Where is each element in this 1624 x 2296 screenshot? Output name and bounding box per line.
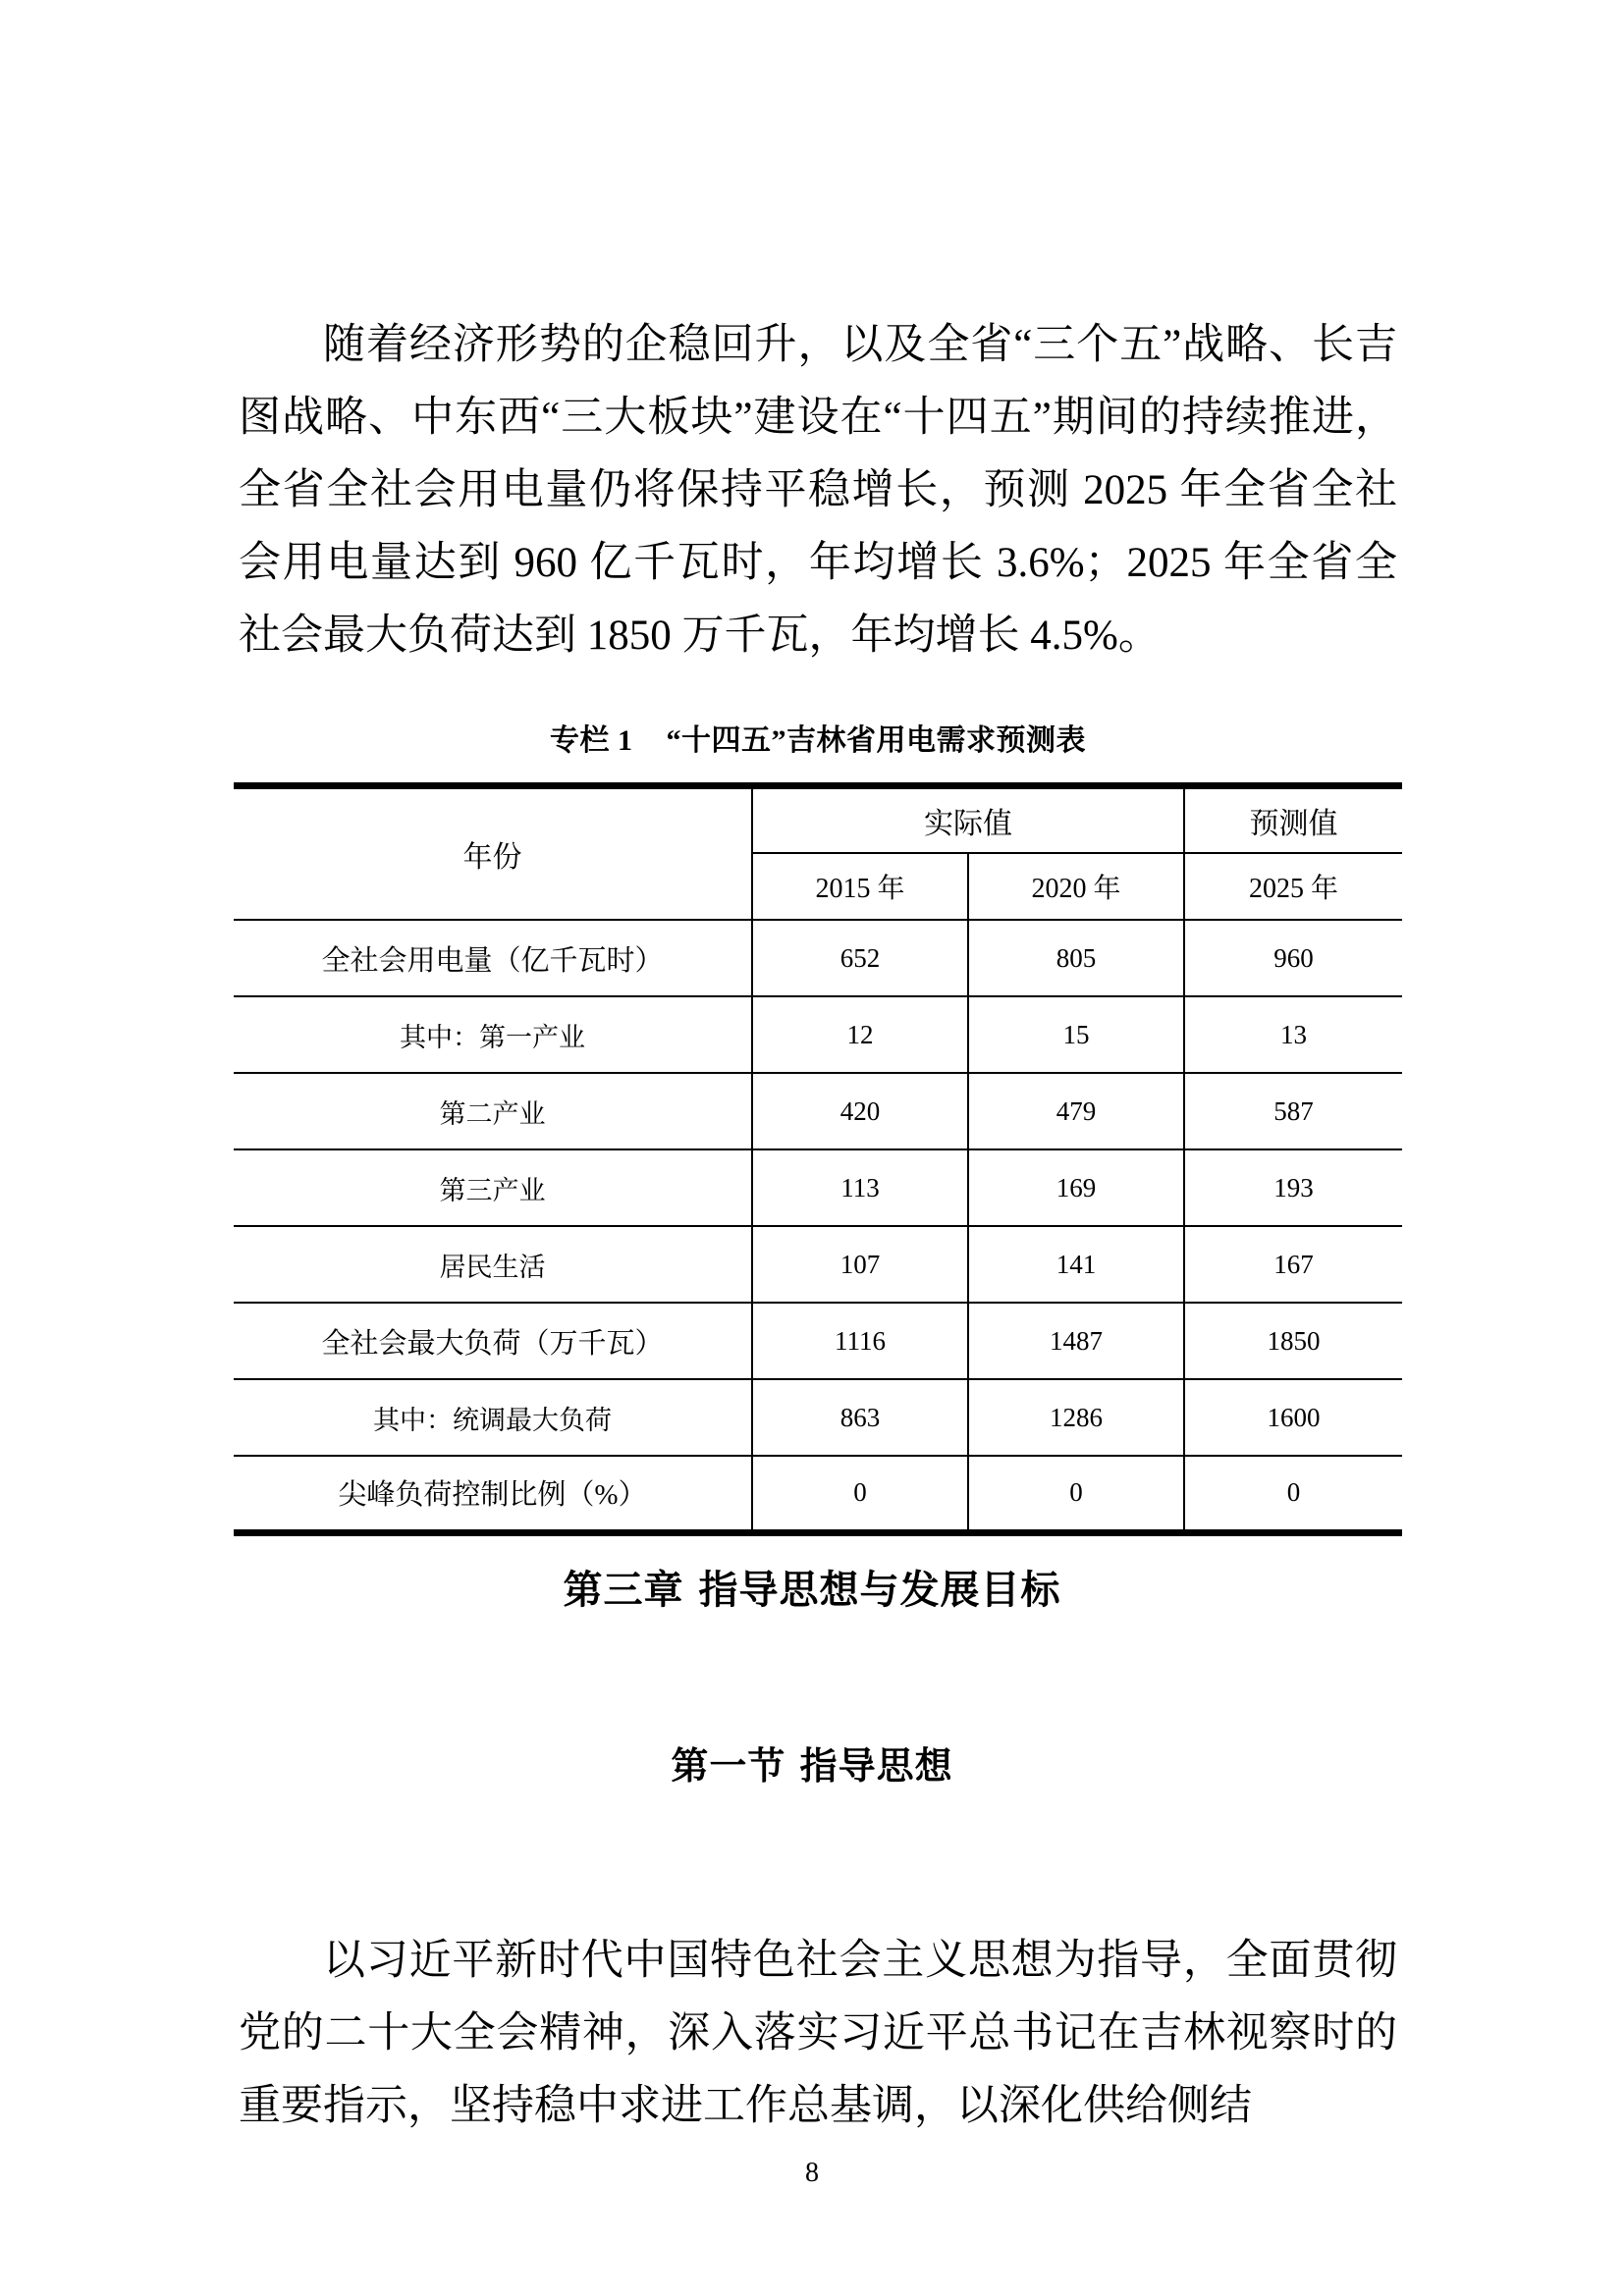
row-label: 全社会用电量（亿千瓦时） xyxy=(234,920,752,996)
row-label: 居民生活 xyxy=(234,1226,752,1303)
table-row xyxy=(234,996,1402,1073)
table-header-col-2015: 2015 年 xyxy=(752,853,968,920)
row-label: 尖峰负荷控制比例（%） xyxy=(234,1456,752,1532)
table-row xyxy=(234,1379,1402,1456)
section-heading-1: 第一节 指导思想 xyxy=(671,1744,953,1788)
row-value-2020: 1286 xyxy=(968,1379,1184,1456)
row-label: 第三产业 xyxy=(234,1149,752,1226)
table-row xyxy=(234,1073,1402,1149)
row-value-2015: 0 xyxy=(752,1456,968,1532)
row-label: 其中：第一产业 xyxy=(234,996,752,1073)
row-label: 第二产业 xyxy=(234,1073,752,1149)
row-value-2025: 193 xyxy=(1184,1149,1402,1226)
row-value-2015: 12 xyxy=(752,996,968,1073)
table-header-group-row xyxy=(234,786,1402,854)
demand-forecast-table-wrapper xyxy=(234,782,1402,1536)
row-value-2020: 0 xyxy=(968,1456,1184,1532)
chapter-heading-3: 第三章 指导思想与发展目标 xyxy=(563,1568,1061,1613)
paragraph-guiding-ideology: 以习近平新时代中国特色社会主义思想为指导，全面贯彻党的二十大全会精神，深入落实习近平总书记在吉林视察时的重要指示，坚持稳中求进工作总基调，以深化供给侧结 xyxy=(239,1938,1397,2129)
table-row xyxy=(234,1149,1402,1226)
demand-forecast-table xyxy=(234,782,1402,1536)
row-label: 其中：统调最大负荷 xyxy=(234,1379,752,1456)
row-value-2025: 960 xyxy=(1184,920,1402,996)
table-header-col-2025: 2025 年 xyxy=(1184,853,1402,920)
row-value-2015: 1116 xyxy=(752,1303,968,1379)
table-caption-label: 专栏 1 xyxy=(550,724,633,757)
table-header-forecast: 预测值 xyxy=(1184,786,1402,854)
row-label: 全社会最大负荷（万千瓦） xyxy=(234,1303,752,1379)
table-header-actual: 实际值 xyxy=(752,786,1184,854)
table-row xyxy=(234,1456,1402,1532)
row-value-2020: 479 xyxy=(968,1073,1184,1149)
row-value-2015: 863 xyxy=(752,1379,968,1456)
row-value-2025: 13 xyxy=(1184,996,1402,1073)
table-caption-title: “十四五”吉林省用电需求预测表 xyxy=(666,724,1086,757)
row-value-2020: 1487 xyxy=(968,1303,1184,1379)
row-value-2025: 1600 xyxy=(1184,1379,1402,1456)
table-row xyxy=(234,1303,1402,1379)
table-header-year: 年份 xyxy=(234,786,752,921)
row-value-2015: 420 xyxy=(752,1073,968,1149)
row-value-2025: 167 xyxy=(1184,1226,1402,1303)
row-value-2015: 652 xyxy=(752,920,968,996)
table-row xyxy=(234,920,1402,996)
row-value-2020: 15 xyxy=(968,996,1184,1073)
row-value-2025: 587 xyxy=(1184,1073,1402,1149)
paragraph-demand-forecast: 随着经济形势的企稳回升，以及全省“三个五”战略、长吉图战略、中东西“三大板块”建设在“十四五”期间的持续推进，全省全社会用电量仍将保持平稳增长，预测 2025 年全省全社会用电量达到 960 亿千瓦时，年均增长 3.6%；2025 年全省全社会最大负荷达到 1850 万千瓦，年均增长 4.5%。 xyxy=(239,322,1397,659)
row-value-2015: 107 xyxy=(752,1226,968,1303)
row-value-2015: 113 xyxy=(752,1149,968,1226)
table-header-col-2020: 2020 年 xyxy=(968,853,1184,920)
row-value-2025: 1850 xyxy=(1184,1303,1402,1379)
row-value-2025: 0 xyxy=(1184,1456,1402,1532)
table-caption xyxy=(239,716,1397,759)
table-row xyxy=(234,1226,1402,1303)
row-value-2020: 141 xyxy=(968,1226,1184,1303)
row-value-2020: 169 xyxy=(968,1149,1184,1226)
row-value-2020: 805 xyxy=(968,920,1184,996)
page-number: 8 xyxy=(805,2158,819,2188)
